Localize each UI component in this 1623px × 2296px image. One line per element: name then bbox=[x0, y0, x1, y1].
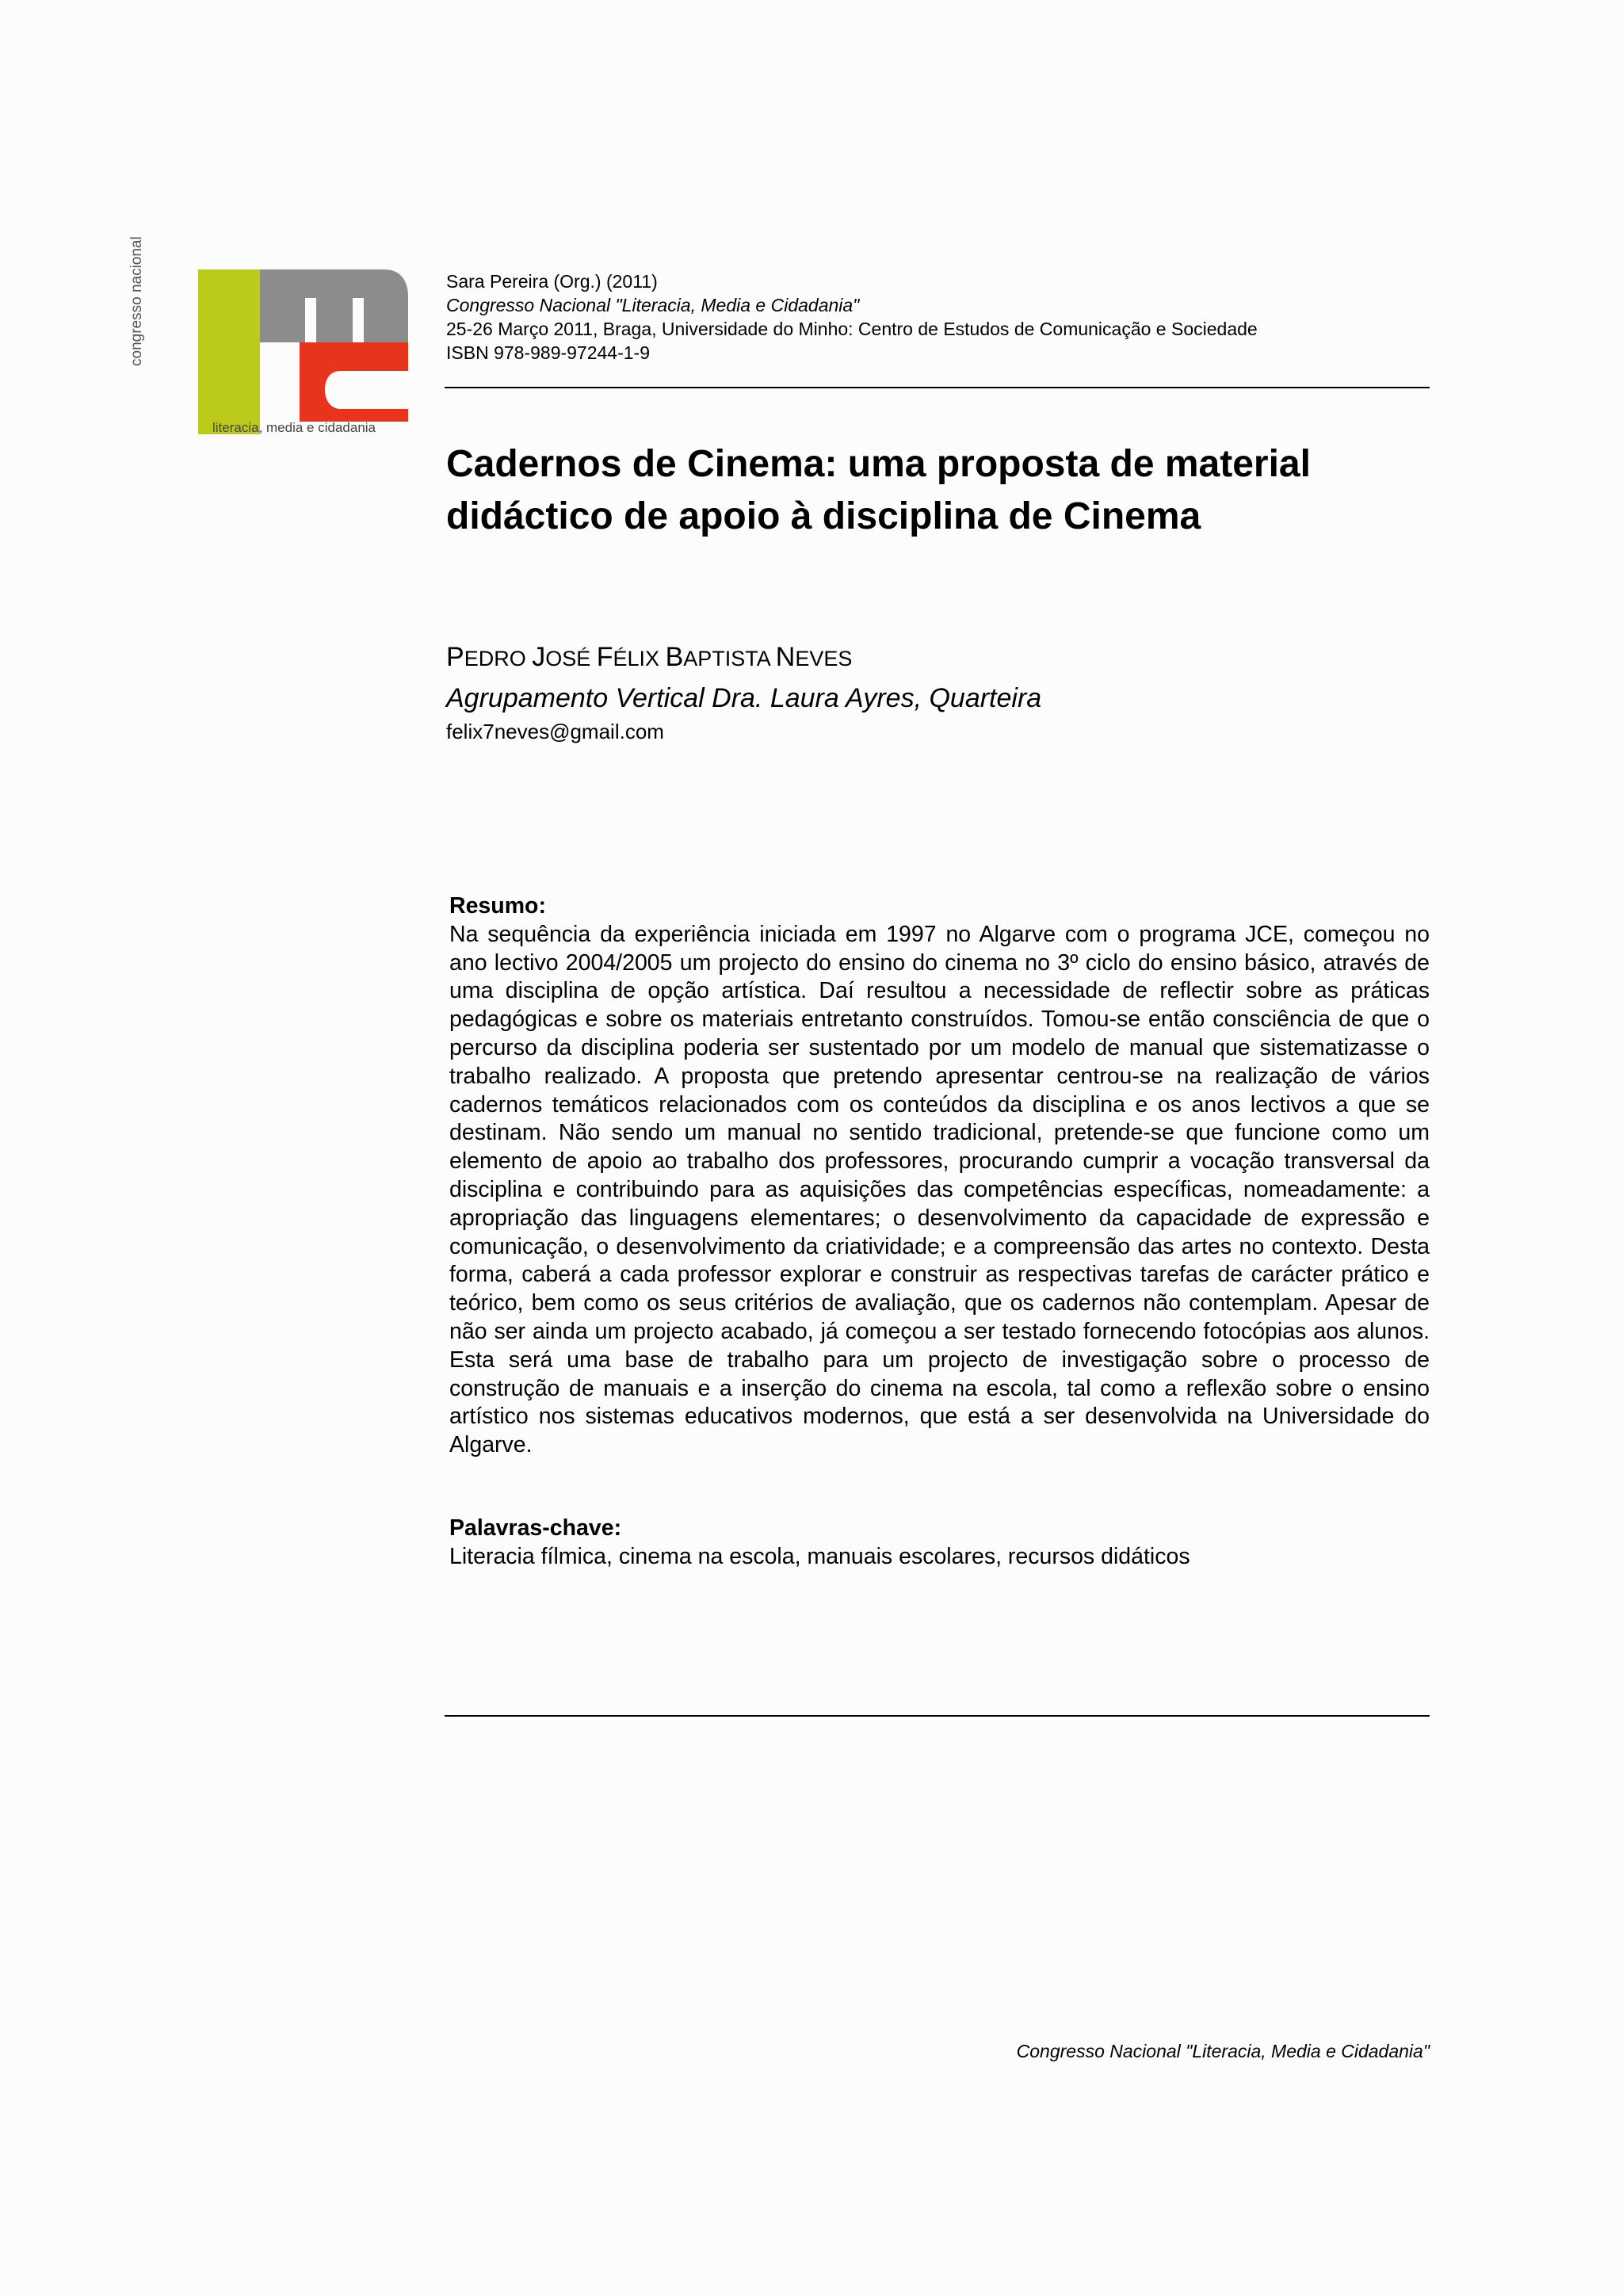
logo-gray-m bbox=[260, 269, 408, 342]
footer-divider bbox=[445, 1715, 1430, 1717]
header-date-place: 25-26 Março 2011, Braga, Universidade do Minho: Centro de Estudos de Comunicação e Sociedade bbox=[446, 319, 1258, 339]
keywords-heading: Palavras-chave: bbox=[449, 1515, 622, 1541]
logo-vertical-text: congresso nacional bbox=[128, 236, 145, 366]
author-name-part: B bbox=[665, 642, 684, 672]
conference-logo bbox=[128, 236, 408, 435]
author-name-part: ÉLIX bbox=[613, 647, 666, 670]
author-name-part: P bbox=[446, 642, 464, 672]
author-name-part: EVES bbox=[795, 647, 853, 670]
paper-title bbox=[446, 438, 1431, 543]
header-congress-name: Congresso Nacional "Literacia, Media e Cidadania" bbox=[446, 295, 860, 315]
header-isbn: ISBN 978-989-97244-1-9 bbox=[446, 342, 650, 363]
author-email[interactable]: felix7neves@gmail.com bbox=[446, 720, 664, 743]
logo-lime-block bbox=[198, 269, 260, 434]
author-name-part: N bbox=[775, 642, 796, 672]
author-name-part: F bbox=[596, 642, 613, 672]
author-name-part: APTISTA bbox=[683, 647, 776, 670]
page-footer: Congresso Nacional "Literacia, Media e Cidadania" bbox=[1016, 2041, 1430, 2061]
logo-red-c bbox=[300, 342, 408, 422]
keywords-section bbox=[449, 1514, 1430, 1571]
title-line-1: Cadernos de Cinema: uma proposta de material bbox=[446, 443, 1311, 485]
author-name bbox=[446, 642, 852, 673]
author-name-part: EDRO bbox=[464, 647, 533, 670]
abstract-section bbox=[449, 892, 1430, 1460]
author-name-part: OSÉ bbox=[545, 647, 597, 670]
abstract-heading: Resumo: bbox=[449, 893, 546, 919]
logo-bottom-text: literacia, media e cidadania bbox=[212, 420, 376, 435]
citation-header bbox=[446, 269, 1258, 365]
author-affiliation: Agrupamento Vertical Dra. Laura Ayres, Quarteira bbox=[446, 683, 1042, 713]
keywords-text: Literacia fílmica, cinema na escola, manuais escolares, recursos didáticos bbox=[449, 1544, 1190, 1569]
author-name-part: J bbox=[532, 642, 546, 672]
header-editor: Sara Pereira (Org.) (2011) bbox=[446, 271, 658, 292]
abstract-text: Na sequência da experiência iniciada em 1997 no Algarve com o programa JCE, começou no ano lectivo 2004/2005 um projecto do ensino do cinema no 3º ciclo do ensino básico, através de uma disciplina de opção artística. Daí resultou a necessidade de reflectir sobre as práticas pedagógicas e sobre os materiais entretanto construídos. Tomou-se então consciência de que o percurso da disciplina poderia ser sustentado por um modelo de manual que sistematizasse o trabalho realizado. A proposta que pretendo apresentar centrou-se na realização de vários cadernos temáticos relacionados com os conteúdos da disciplina e os anos lectivos a que se destinam. Não sendo um manual no sentido tradicional, pretende-se que funcione como um elemento de apoio ao trabalho dos professores, procurando cumprir a vocação transversal da disciplina e contribuindo para as aquisições das competências específicas, nomeadamente: a apropriação das linguagens elementares; o desenvolvimento da capacidade de expressão e comunicação, o desenvolvimento da criatividade; e a compreensão das artes no contexto. Desta forma, caberá a cada professor explorar e construir as respectivas tarefas de carácter prático e teórico, bem como os seus critérios de avaliação, que os cadernos não contemplam. Apesar de não ser ainda um projecto acabado, já começou a ser testado fornecendo fotocópias aos alunos. Esta será uma base de trabalho para um projecto de investigação sobre o processo de construção de manuais e a inserção do cinema na escola, tal como a reflexão sobre o ensino artístico nos sistemas educativos modernos, que está a ser desenvolvida na Universidade do Algarve. bbox=[449, 921, 1430, 1458]
lmc-logo-graphic bbox=[128, 236, 408, 435]
header-divider bbox=[445, 387, 1430, 388]
title-line-2: didáctico de apoio à disciplina de Cinema bbox=[446, 495, 1201, 537]
